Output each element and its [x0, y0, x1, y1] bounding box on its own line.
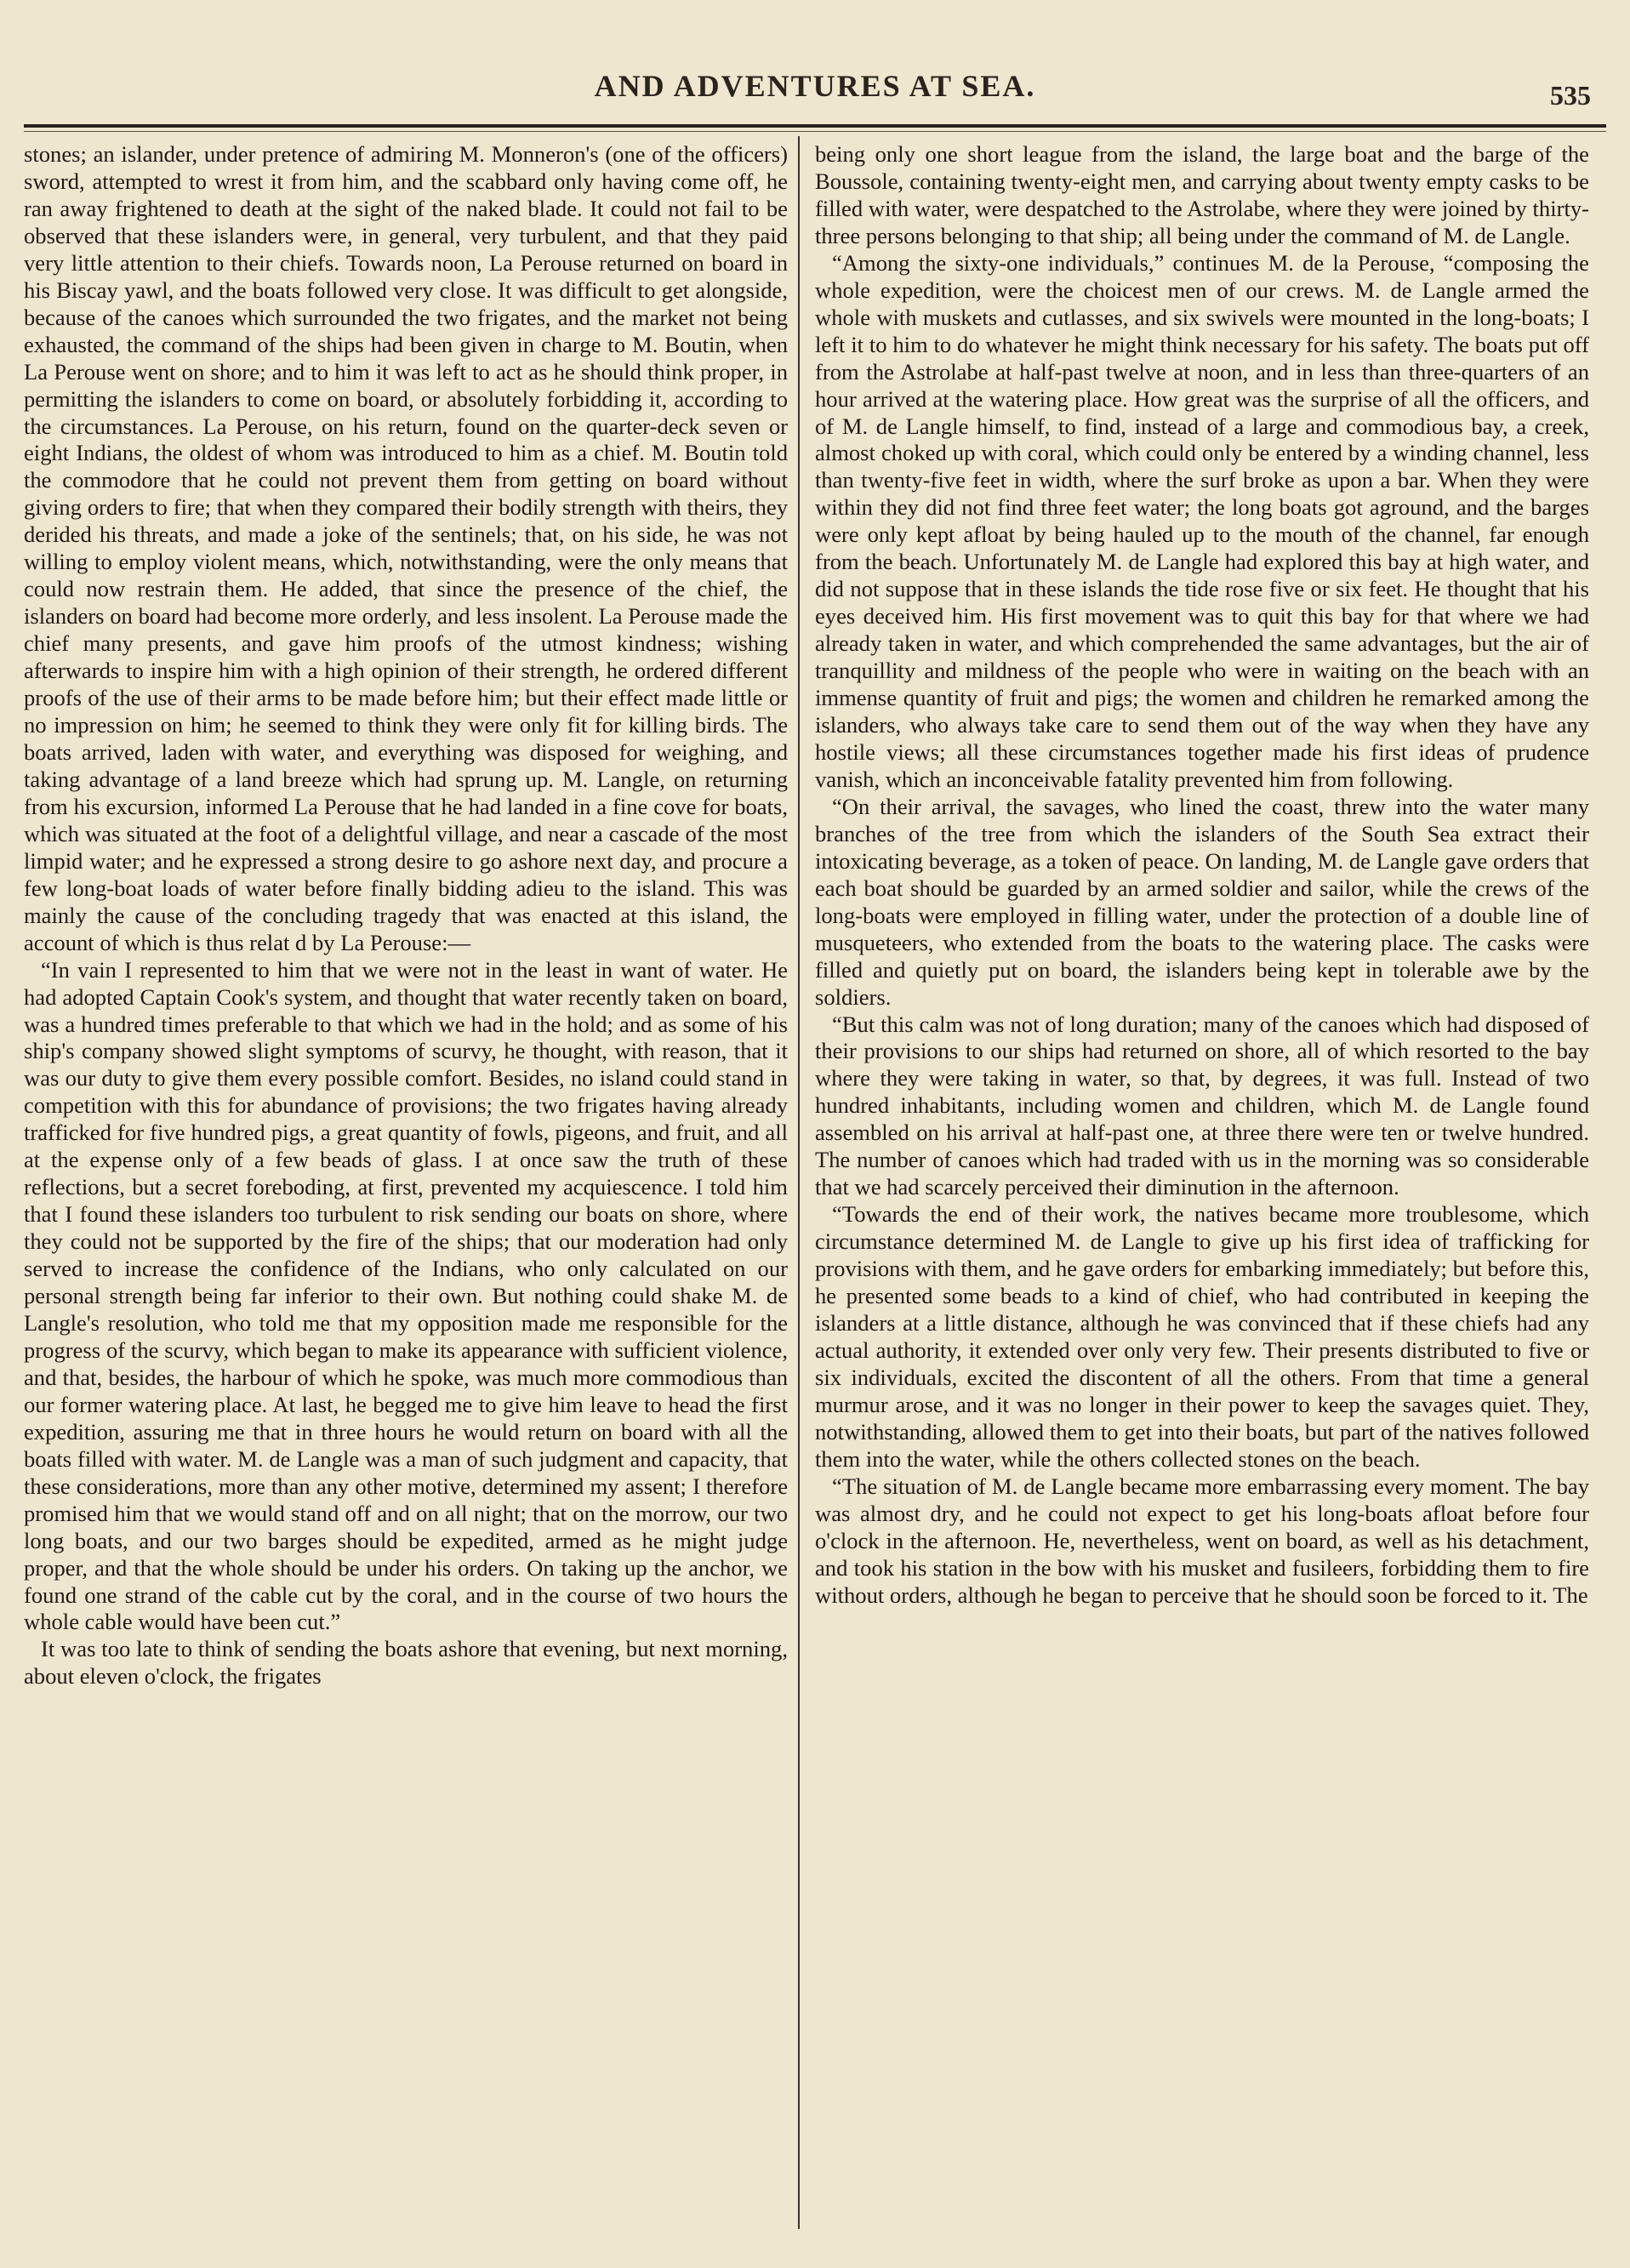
right-column [815, 141, 1589, 2242]
paragraph: “Among the sixty-one individuals,” continues M. de la Perouse, “composing the whole expedition, were the choicest men of our crews. M. de Langle armed the whole with muskets and cutlasses, and six swivels were mounted in the long-boats; I left it to him to do whatever he might think necessary for his safety. The boats put off from the Astrolabe at half-past twelve at noon, and in less than three-quarters of an hour arrived at the watering place. How great was the surprise of all the officers, and of M. de Langle himself, to find, instead of a large and commodious bay, a creek, almost choked up with coral, which could only be entered by a winding channel, less than twenty-five feet in width, where the surf broke as upon a bar. When they were within they did not find three feet water; the long boats got aground, and the barges were only kept afloat by being hauled up to the mouth of the channel, far enough from the beach. Unfortunately M. de Langle had explored this bay at high water, and did not suppose that in these islands the tide rose five or six feet. He thought that his eyes deceived him. His first movement was to quit this bay for that where we had already taken in water, and which comprehended the same advantages, but the air of tranquillity and mildness of the people who were in waiting on the beach with an immense quantity of fruit and pigs; the women and children he remarked among the islanders, who always take care to send them out of the way when they have any hostile views; all these circumstances together made his first ideas of prudence vanish, which an inconceivable fatality prevented him from following. [815, 249, 1589, 792]
paragraph: “The situation of M. de Langle became more embarrassing every moment. The bay was almost dry, and he could not expect to get his long-boats afloat before four o'clock in the afternoon. He, nevertheless, went on board, as well as his detachment, and took his station in the bow with his musket and fusileers, forbidding them to fire without orders, although he began to perceive that he should soon be forced to it. The [815, 1473, 1589, 1608]
column-divider [798, 136, 800, 2229]
left-column [24, 141, 788, 2242]
paragraph: “On their arrival, the savages, who lined the coast, threw into the water many branches of the tree from which the islanders of the South Sea extract their intoxicating beverage, as a token of peace. On landing, M. de Langle gave orders that each boat should be guarded by an armed soldier and sailor, while the crews of the long-boats were employed in filling water, under the protection of a double line of musqueteers, who extended from the boats to the watering place. The casks were filled and quietly put on board, the islanders being kept in tolerable awe by the soldiers. [815, 793, 1589, 1010]
paragraph: being only one short league from the island, the large boat and the barge of the Boussole, containing twenty-eight men, and carrying about twenty empty casks to be filled with water, were despatched to the Astrolabe, where they were joined by thirty-three persons belonging to that ship; all being under the command of M. de Langle. [815, 141, 1589, 248]
paragraph: “Towards the end of their work, the natives became more troublesome, which circumstance determined M. de Langle to give up his first idea of trafficking for provisions with them, and he gave orders for embarking immediately; but before this, he presented some beads to a kind of chief, who had contributed in keeping the islanders at a little distance, although he was convinced that if these chiefs had any actual authority, it extended over only very few. Their presents distributed to five or six individuals, excited the discontent of all the others. From that time a general murmur arose, and it was no longer in their power to keep the savages quiet. They, notwithstanding, allowed them to get into their boats, but part of the natives followed them into the water, while the others collected stones on the beach. [815, 1201, 1589, 1472]
paragraph: stones; an islander, under pretence of admiring M. Monneron's (one of the officers) sword, attempted to wrest it from him, and the scabbard only having come off, he ran away frightened to death at the sight of the naked blade. It could not fail to be observed that these islanders were, in general, very turbulent, and that they paid very little attention to their chiefs. Towards noon, La Perouse returned on board in his Biscay yawl, and the boats followed very close. It was difficult to get alongside, because of the canoes which surrounded the two frigates, and the market not being exhausted, the command of the ships had been given in charge to M. Boutin, when La Perouse went on shore; and to him it was left to act as he should think proper, in permitting the islanders to come on board, or absolutely forbidding it, according to the circumstances. La Perouse, on his return, found on the quarter-deck seven or eight Indians, the oldest of whom was introduced to him as a chief. M. Boutin told the commodore that he could not prevent them from getting on board without giving orders to fire; that when they compared their bodily strength with theirs, they derided his threats, and made a joke of the sentinels; that, on his side, he was not willing to employ violent means, which, notwithstanding, were the only means that could now restrain them. He added, that since the presence of the chief, the islanders on board had become more orderly, and less insolent. La Perouse made the chief many presents, and gave him proofs of the utmost kindness; wishing afterwards to inspire him with a high opinion of their strength, he ordered different proofs of the use of their arms to be made before him; but their effect made little or no impression on him; he seemed to think they were only fit for killing birds. The boats arrived, laden with water, and everything was disposed for weighing, and taking advantage of a land breeze which had sprung up. M. Langle, on returning from his excursion, informed La Perouse that he had landed in a fine cove for boats, which was situated at the foot of a delightful village, and near a cascade of the most limpid water; and he expressed a strong desire to go ashore next day, and procure a few long-boat loads of water before finally bidding adieu to the island. This was mainly the cause of the concluding tragedy that was enacted at this island, the account of which is thus relat d by La Perouse:— [24, 141, 788, 955]
paragraph: It was too late to think of sending the boats ashore that evening, but next morning, about eleven o'clock, the frigates [24, 1636, 788, 1690]
paragraph: “But this calm was not of long duration; many of the canoes which had disposed of their provisions to our ships had returned on shore, all of which resorted to the bay where they were taking in water, so that, by degrees, it was full. Instead of two hundred inhabitants, including women and children, which M. de Langle found assembled on his arrival at half-past one, at three there were ten or twelve hundred. The number of canoes which had traded with us in the morning was so considerable that we had scarcely perceived their diminution in the afternoon. [815, 1011, 1589, 1200]
page-number: 535 [1550, 80, 1591, 111]
page-header [0, 58, 1630, 109]
running-title: AND ADVENTURES AT SEA. [594, 69, 1036, 103]
header-rule [24, 124, 1606, 128]
header-rule-thin [24, 131, 1606, 132]
paragraph: “In vain I represented to him that we were not in the least in want of water. He had adopted Captain Cook's system, and thought that water recently taken on board, was a hundred times preferable to that which we had in the hold; and as some of his ship's company showed slight symptoms of scurvy, he thought, with reason, that it was our duty to give them every possible comfort. Besides, no island could stand in competition with this for abundance of provisions; the two frigates having already trafficked for five hundred pigs, a great quantity of fowls, pigeons, and fruit, and all at the expense only of a few beads of glass. I at once saw the truth of these reflections, but a secret foreboding, at first, prevented my acquiescence. I told him that I found these islanders too turbulent to risk sending our boats on shore, where they could not be supported by the fire of the ships; that our moderation had only served to increase the confidence of the Indians, who only calculated on our personal strength being far inferior to their own. But nothing could shake M. de Langle's resolution, who told me that my opposition made me responsible for the progress of the scurvy, which began to make its appearance with sufficient violence, and that, besides, the harbour of which he spoke, was much more commodious than our former watering place. At last, he begged me to give him leave to head the first expedition, assuring me that in three hours he would return on board with all the boats filled with water. M. de Langle was a man of such judgment and capacity, that these considerations, more than any other motive, determined my assent; I therefore promised him that we would stand off and on all night; that on the morrow, our two long boats, and our two barges should be expedited, armed as he might judge proper, and that the whole should be under his orders. On taking up the anchor, we found one strand of the cable cut by the coral, and in the course of two hours the whole cable would have been cut.” [24, 956, 788, 1635]
